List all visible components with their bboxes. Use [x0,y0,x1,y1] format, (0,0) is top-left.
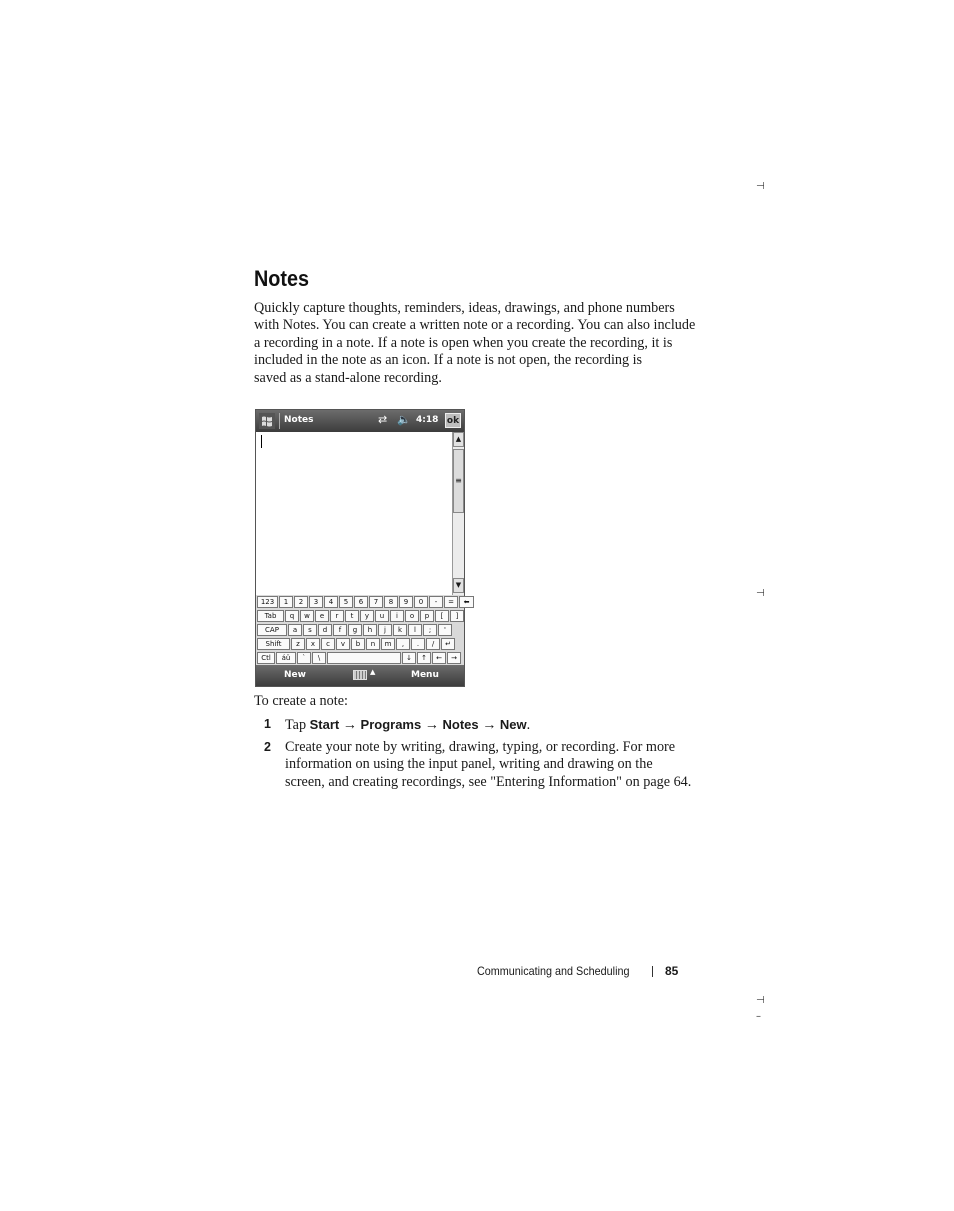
intro-line: included in the note as an icon. If a note is not open, the recording is [254,352,643,369]
keyboard-key[interactable]: ⬅ [459,596,474,608]
keyboard-key[interactable]: u [375,610,389,622]
keyboard-key[interactable]: y [360,610,374,622]
step-number: 1 [264,717,271,731]
keyboard-key[interactable]: ↑ [417,652,431,664]
keyboard-key[interactable]: Shift [257,638,290,650]
keyboard-key[interactable]: 4 [324,596,338,608]
step-number: 2 [264,740,271,754]
keyboard-key[interactable]: ← [432,652,446,664]
keyboard-key[interactable]: w [300,610,314,622]
keyboard-key[interactable]: a [288,624,302,636]
keyboard-key[interactable]: 6 [354,596,368,608]
keyboard-key[interactable]: t [345,610,359,622]
keyboard-key[interactable]: v [336,638,350,650]
keyboard-key[interactable]: / [426,638,440,650]
keyboard-key[interactable]: x [306,638,320,650]
intro-line: saved as a stand-alone recording. [254,369,442,386]
menu-path-start: Start [309,717,340,732]
menu-arrow: → [339,717,361,733]
scroll-thumb[interactable]: ≡ [453,449,464,513]
keyboard-key[interactable]: z [291,638,305,650]
keyboard-key[interactable]: , [396,638,410,650]
step-period: . [526,717,531,733]
menu-button[interactable]: Menu [411,670,439,680]
keyboard-key[interactable]: → [447,652,461,664]
intro-line: Quickly capture thoughts, reminders, ideas, drawings, and phone numbers [254,300,675,316]
keyboard-key[interactable]: 2 [294,596,308,608]
clock[interactable]: 4:18 [416,415,439,425]
intro-line: a recording in a note. If a note is open when you create the recording, it is [254,334,673,351]
footer-section-title: Communicating and Scheduling [477,964,630,978]
keyboard-key[interactable]: ↓ [402,652,416,664]
keyboard-key[interactable]: = [444,596,458,608]
keyboard-key[interactable]: ; [423,624,437,636]
crop-mark: ⊣ [756,995,765,1006]
keyboard-key[interactable]: c [321,638,335,650]
keyboard-key[interactable]: 7 [369,596,383,608]
step-text [285,739,695,791]
keyboard-key[interactable]: b [351,638,365,650]
keyboard-key[interactable]: CAP [257,624,287,636]
note-editor[interactable] [256,432,452,595]
keyboard-key[interactable]: n [366,638,380,650]
keyboard-key[interactable]: ] [450,610,464,622]
crop-mark: – [756,1011,761,1022]
app-title: Notes [284,415,314,425]
step-1 [264,716,694,734]
keyboard-key[interactable]: áü [276,652,296,664]
page-title: Notes [254,266,310,291]
text-caret [261,435,262,448]
menu-path-new: New [499,717,527,732]
procedure-intro: To create a note: [254,693,348,709]
ok-button[interactable]: ok [445,413,461,428]
keyboard-key[interactable]: e [315,610,329,622]
keyboard-key[interactable]: \ [312,652,326,664]
input-selector-arrow-icon[interactable]: ▲ [370,668,376,676]
keyboard-key[interactable]: 9 [399,596,413,608]
keyboard-key[interactable]: ' [438,624,452,636]
keyboard-key[interactable]: [ [435,610,449,622]
space-key[interactable] [327,652,401,664]
step-line: information on using the input panel, writing and drawing on the [285,756,653,773]
title-bar [256,410,464,432]
keyboard-key[interactable]: g [348,624,362,636]
keyboard-key[interactable]: k [393,624,407,636]
keyboard-key[interactable]: q [285,610,299,622]
menu-path-notes: Notes [442,717,479,732]
keyboard-key[interactable]: 123 [257,596,278,608]
new-button[interactable]: New [284,670,306,680]
keyboard-key[interactable]: 5 [339,596,353,608]
crop-mark: ⊣ [756,181,765,192]
intro-line: with Notes. You can create a written note or a recording. You can also include [254,317,696,334]
crop-mark: ⊣ [756,588,765,599]
keyboard-icon[interactable] [353,670,367,680]
keyboard-key[interactable]: s [303,624,317,636]
step-2 [264,739,694,793]
keyboard-key[interactable]: ` [297,652,311,664]
scroll-up-icon[interactable]: ▲ [453,432,464,447]
keyboard-key[interactable]: . [411,638,425,650]
volume-muted-icon[interactable]: 🔈 [397,413,411,426]
step-line: screen, and creating recordings, see "Entering Information" on page 64. [285,773,692,790]
keyboard-key[interactable]: r [330,610,344,622]
keyboard-key[interactable]: 0 [414,596,428,608]
keyboard-key[interactable]: Ctl [257,652,275,664]
notes-screenshot [255,409,470,687]
keyboard-key[interactable]: p [420,610,434,622]
footer-separator [652,966,653,977]
keyboard-key[interactable]: 8 [384,596,398,608]
scroll-down-icon[interactable]: ▼ [453,578,464,593]
soft-keyboard [256,595,470,665]
keyboard-key[interactable]: - [429,596,443,608]
keyboard-key[interactable]: 3 [309,596,323,608]
menu-path-programs: Programs [360,717,422,732]
keyboard-key[interactable]: ↵ [441,638,455,650]
keyboard-key[interactable]: m [381,638,395,650]
keyboard-key[interactable]: o [405,610,419,622]
menu-arrow: → [478,717,500,733]
keyboard-key[interactable]: Tab [257,610,284,622]
connectivity-icon[interactable]: ⇄ [378,413,388,426]
keyboard-key[interactable]: j [378,624,392,636]
keyboard-key[interactable]: d [318,624,332,636]
title-separator [279,413,280,429]
step-line: Create your note by writing, drawing, typing, or recording. For more [285,739,676,755]
keyboard-key[interactable]: h [363,624,377,636]
keyboard-key[interactable]: i [390,610,404,622]
page-number: 85 [665,964,679,978]
menu-bar [256,665,464,686]
step-verb: Tap [285,717,310,733]
menu-arrow: → [421,717,443,733]
keyboard-key[interactable]: l [408,624,422,636]
vertical-scrollbar[interactable] [452,432,464,595]
keyboard-key[interactable]: 1 [279,596,293,608]
step-text [285,716,695,734]
keyboard-key[interactable]: f [333,624,347,636]
intro-paragraph [254,300,694,387]
windows-start-icon[interactable] [259,413,275,429]
